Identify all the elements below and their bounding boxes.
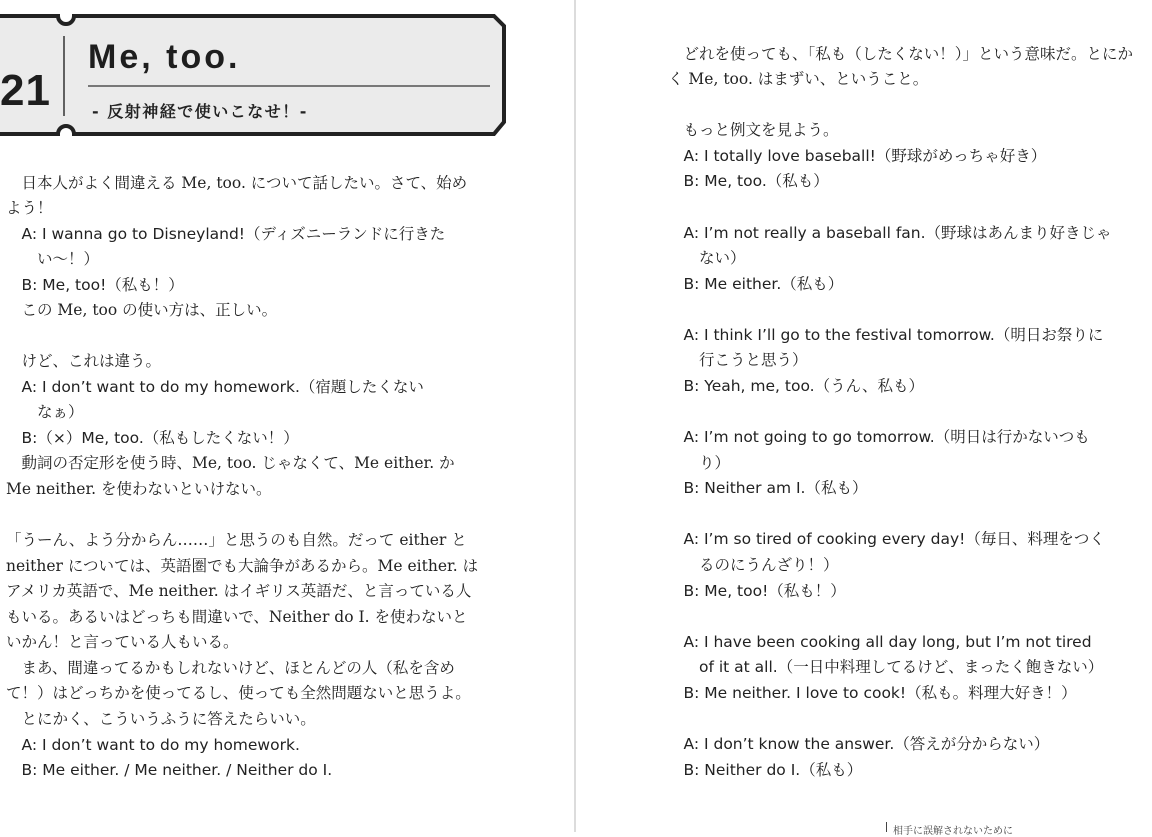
example-line: なぁ）	[6, 403, 84, 421]
body-line: く Me, too. はまずい、ということ。	[668, 70, 929, 88]
body-line: けど、これは違う。	[6, 352, 162, 370]
body-line: アメリカ英語で、Me neither. はイギリス英語だ、と言っている人	[6, 582, 472, 600]
example-line: B: Me, too!（私も！）	[6, 276, 184, 294]
example-line: B:（×）Me, too.（私もしたくない！）	[6, 429, 299, 447]
body-line: よう！	[6, 199, 53, 217]
example-line: A: I’m not really a baseball fan.（野球はあんまり好きじゃ	[668, 224, 1112, 242]
example-line: of it at all.（一日中料理してるけど、まったく飽きない）	[668, 658, 1104, 676]
example-line: るのにうんざり！）	[668, 556, 839, 574]
example-line: り）	[668, 454, 731, 472]
example-line: B: Me neither. I love to cook!（私も。料理大好き！）	[668, 684, 1077, 702]
example-line: B: Yeah, me, too.（うん、私も）	[668, 377, 925, 395]
body-line: いかん！と言っている人もいる。	[6, 633, 239, 651]
example-line: B: Me, too!（私も！）	[668, 582, 846, 600]
lesson-title: Me, too.	[88, 38, 241, 76]
body-line: 動詞の否定形を使う時、Me, too. じゃなくて、Me either. か	[6, 454, 455, 472]
lesson-header	[0, 10, 510, 142]
example-line: B: Neither do I.（私も）	[668, 761, 863, 779]
body-line: もっと例文を見よう。	[668, 121, 839, 139]
lesson-subtitle: - 反射神経で使いこなせ！-	[92, 102, 308, 121]
body-line: 「うーん、よう分からん……」と思うのも自然。だって either と	[6, 531, 467, 549]
body-line: もいる。あるいはどっちも間違いで、Neither do I. を使わないと	[6, 608, 468, 626]
example-line: A: I totally love baseball!（野球がめっちゃ好き）	[668, 147, 1047, 165]
example-line: A: I wanna go to Disneyland!（ディズニーランドに行きた	[6, 225, 446, 243]
lesson-number: 21	[0, 66, 51, 115]
example-line: 行こうと思う）	[668, 351, 808, 369]
body-line: この Me, too の使い方は、正しい。	[6, 301, 278, 319]
example-line: B: Neither am I.（私も）	[668, 479, 868, 497]
page-divider	[574, 0, 576, 832]
example-line: A: I’m so tired of cooking every day!（毎日、料理をつく	[668, 530, 1105, 548]
footer-text: 相手に誤解されないために	[893, 826, 1013, 837]
body-line: とにかく、こういうふうに答えたらいい。	[6, 710, 316, 728]
example-line: A: I don’t know the answer.（答えが分からない）	[668, 735, 1050, 753]
body-line: まあ、間違ってるかもしれないけど、ほとんどの人（私を含め	[6, 659, 455, 677]
example-line: B: Me either.（私も）	[668, 275, 844, 293]
example-line: B: Me either. / Me neither. / Neither do I.	[6, 761, 333, 779]
footer-rule	[886, 822, 887, 832]
example-line: A: I don’t want to do my homework.	[6, 736, 300, 754]
lesson-frame	[0, 10, 510, 142]
example-line: A: I think I’ll go to the festival tomorrow.（明日お祭りに	[668, 326, 1104, 344]
body-line: neither については、英語圏でも大論争があるから。Me either. は	[6, 557, 479, 575]
example-line: ない）	[668, 249, 746, 267]
body-line: て！）はどっちかを使ってるし、使っても全然問題ないと思うよ。	[6, 684, 471, 702]
example-line: A: I’m not going to go tomorrow.（明日は行かないつも	[668, 428, 1090, 446]
running-footer	[886, 822, 1013, 837]
example-line: B: Me, too.（私も）	[668, 172, 829, 190]
example-line: A: I don’t want to do my homework.（宿題したくない	[6, 378, 424, 396]
body-line: 日本人がよく間違える Me, too. について話したい。さて、始め	[6, 174, 468, 192]
example-line: い〜！）	[6, 250, 100, 268]
body-line: Me neither. を使わないといけない。	[6, 480, 272, 498]
example-line: A: I have been cooking all day long, but I’m not tired	[668, 633, 1092, 651]
body-line: どれを使っても、「私も（したくない！）」という意味だ。とにか	[668, 45, 1134, 63]
